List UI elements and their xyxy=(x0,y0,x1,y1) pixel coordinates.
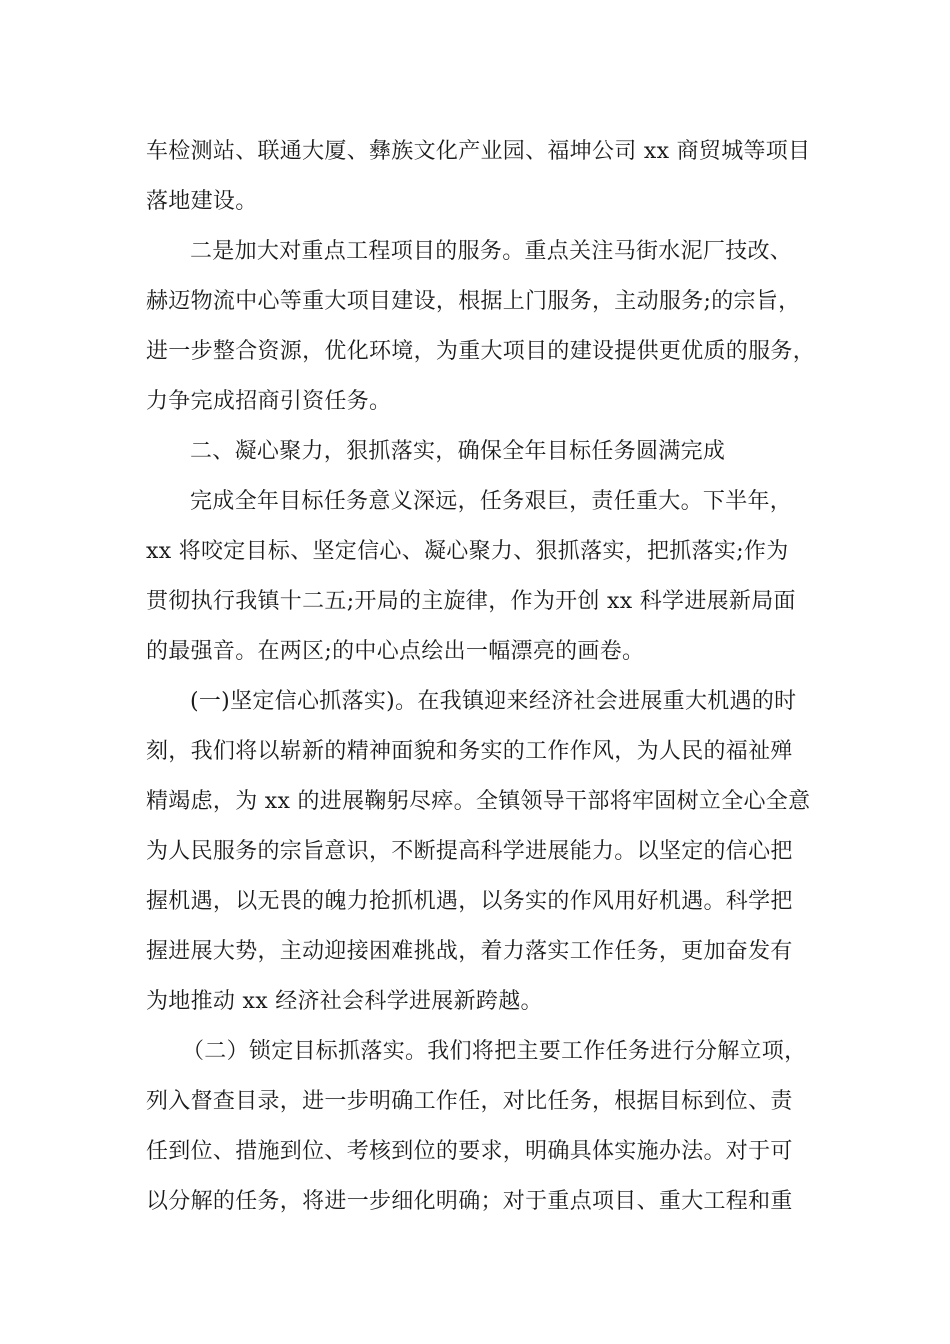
text-line: 握进展大势，主动迎接困难挑战，着力落实工作任务，更加奋发有 xyxy=(146,939,793,964)
text-line: 完成全年目标任务意义深远，任务艰巨，责任重大。下半年， xyxy=(190,489,793,514)
text-line: 列入督查目录，进一步明确工作任，对比任务，根据目标到位、责 xyxy=(146,1089,793,1114)
text-line: 二是加大对重点工程项目的服务。重点关注马街水泥厂技改、 xyxy=(190,239,793,264)
text-line: 贯彻执行我镇十二五;开局的主旋律，作为开创 xx 科学进展新局面 xyxy=(146,589,796,614)
text-line: (一)坚定信心抓落实)。在我镇迎来经济社会进展重大机遇的时 xyxy=(190,689,797,714)
text-line: （二）锁定目标抓落实。我们将把主要工作任务进行分解立项， xyxy=(182,1039,807,1064)
section-heading: 二、凝心聚力，狠抓落实，确保全年目标任务圆满完成 xyxy=(190,439,726,464)
text-line: 以分解的任务，将进一步细化明确；对于重点项目、重大工程和重 xyxy=(146,1189,793,1214)
text-line: 为人民服务的宗旨意识，不断提高科学进展能力。以坚定的信心把 xyxy=(146,839,793,864)
text-line: 赫迈物流中心等重大项目建设，根据上门服务，主动服务;的宗旨， xyxy=(146,289,801,314)
text-line: 力争完成招商引资任务。 xyxy=(146,389,392,414)
text-line: 的最强音。在两区;的中心点绘出一幅漂亮的画卷。 xyxy=(146,639,645,664)
text-line: 为地推动 xx 经济社会科学进展新跨越。 xyxy=(146,989,543,1014)
text-line: 车检测站、联通大厦、彝族文化产业园、福坤公司 xx 商贸城等项目 xyxy=(146,139,811,164)
text-line: 握机遇，以无畏的魄力抢抓机遇，以务实的作风用好机遇。科学把 xyxy=(146,889,793,914)
text-line: 进一步整合资源，优化环境，为重大项目的建设提供更优质的服务， xyxy=(146,339,816,364)
text-line: 刻，我们将以崭新的精神面貌和务实的工作作风，为人民的福祉殚 xyxy=(146,739,793,764)
text-line: 精竭虑，为 xx 的进展鞠躬尽瘁。全镇领导干部将牢固树立全心全意 xyxy=(146,789,811,814)
text-line: 任到位、措施到位、考核到位的要求，明确具体实施办法。对于可 xyxy=(146,1139,793,1164)
text-line: 落地建设。 xyxy=(146,189,258,214)
text-line: xx 将咬定目标、坚定信心、凝心聚力、狠抓落实，把抓落实;作为 xyxy=(146,539,789,564)
